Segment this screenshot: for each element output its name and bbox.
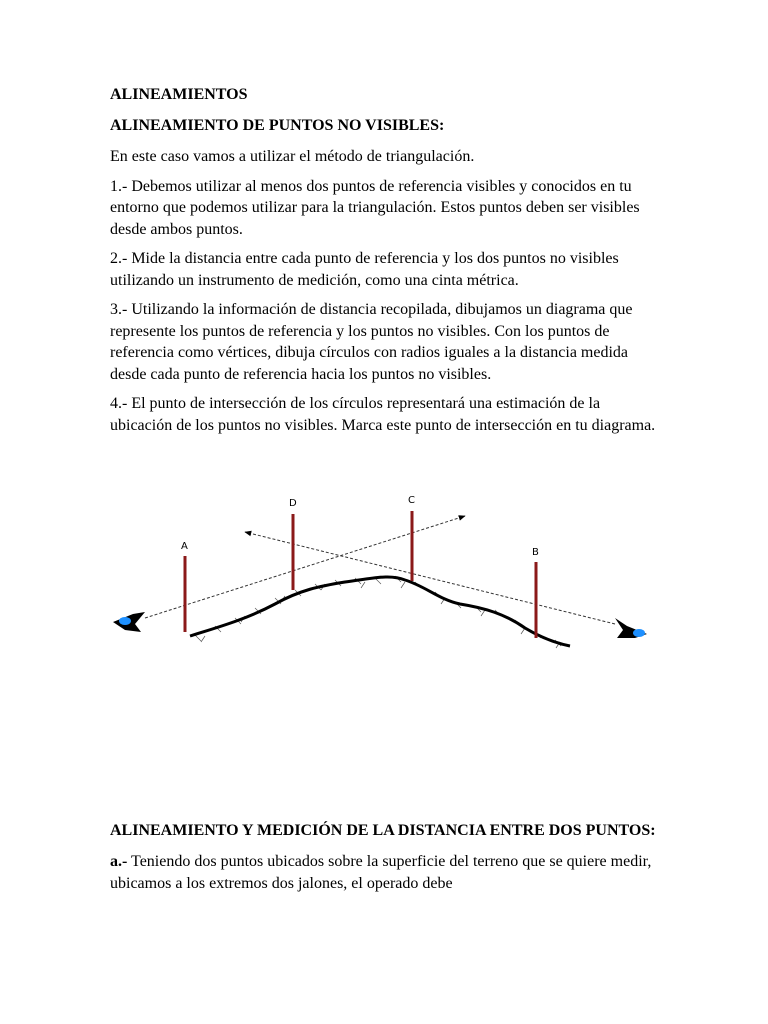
section-distance — [110, 820, 662, 902]
section-heading-distance: ALINEAMIENTO Y MEDICIÓN DE LA DISTANCIA ENTRE DOS PUNTOS: — [110, 822, 656, 839]
label-c: C — [408, 495, 415, 506]
left-eye-icon — [113, 612, 145, 632]
alignment-diagram — [105, 490, 655, 660]
label-a: A — [181, 541, 188, 552]
label-b: B — [532, 547, 539, 558]
step-2-paragraph: 2.- Mide la distancia entre cada punto de referencia y los dos puntos no visibles utilizando un instrumento de medición, como una cinta métrica. — [110, 250, 619, 289]
right-eye-icon — [615, 618, 647, 638]
document-title: ALINEAMIENTOS — [110, 86, 248, 103]
section-heading-no-visibles: ALINEAMIENTO DE PUNTOS NO VISIBLES: — [110, 117, 445, 134]
sight-line-left — [145, 516, 465, 618]
step-a-paragraph — [110, 851, 662, 894]
document-page — [110, 84, 662, 444]
step-1-paragraph: 1.- Debemos utilizar al menos dos puntos de referencia visibles y conocidos en tu entorno que podemos utilizar para la triangulación. Estos puntos deben ser visibles desde ambos puntos. — [110, 177, 640, 238]
terrain-line — [190, 577, 570, 646]
label-d: D — [289, 498, 297, 509]
step-3-paragraph: 3.- Utilizando la información de distancia recopilada, dibujamos un diagrama que represente los puntos de referencia y los puntos no visibles. Con los puntos de referencia como vértices, dibuja círculos con radios iguales a la distancia medida desde cada punto de referencia hacia los puntos no visibles. — [110, 301, 633, 383]
terrain-hatching — [195, 576, 561, 648]
step-4-paragraph: 4.- El punto de intersección de los círculos representará una estimación de la ubicación de los puntos no visibles. Marca este punto de intersección en tu diagrama. — [110, 395, 656, 434]
sight-line-right — [245, 532, 615, 624]
alignment-diagram-svg — [105, 490, 655, 660]
step-a-prefix: a.- — [110, 853, 128, 870]
intro-paragraph: En este caso vamos a utilizar el método de triangulación. — [110, 148, 475, 165]
step-a-text: Teniendo dos puntos ubicados sobre la superficie del terreno que se quiere medir, ubicamos a los extremos dos jalones, el operado debe — [110, 853, 652, 892]
